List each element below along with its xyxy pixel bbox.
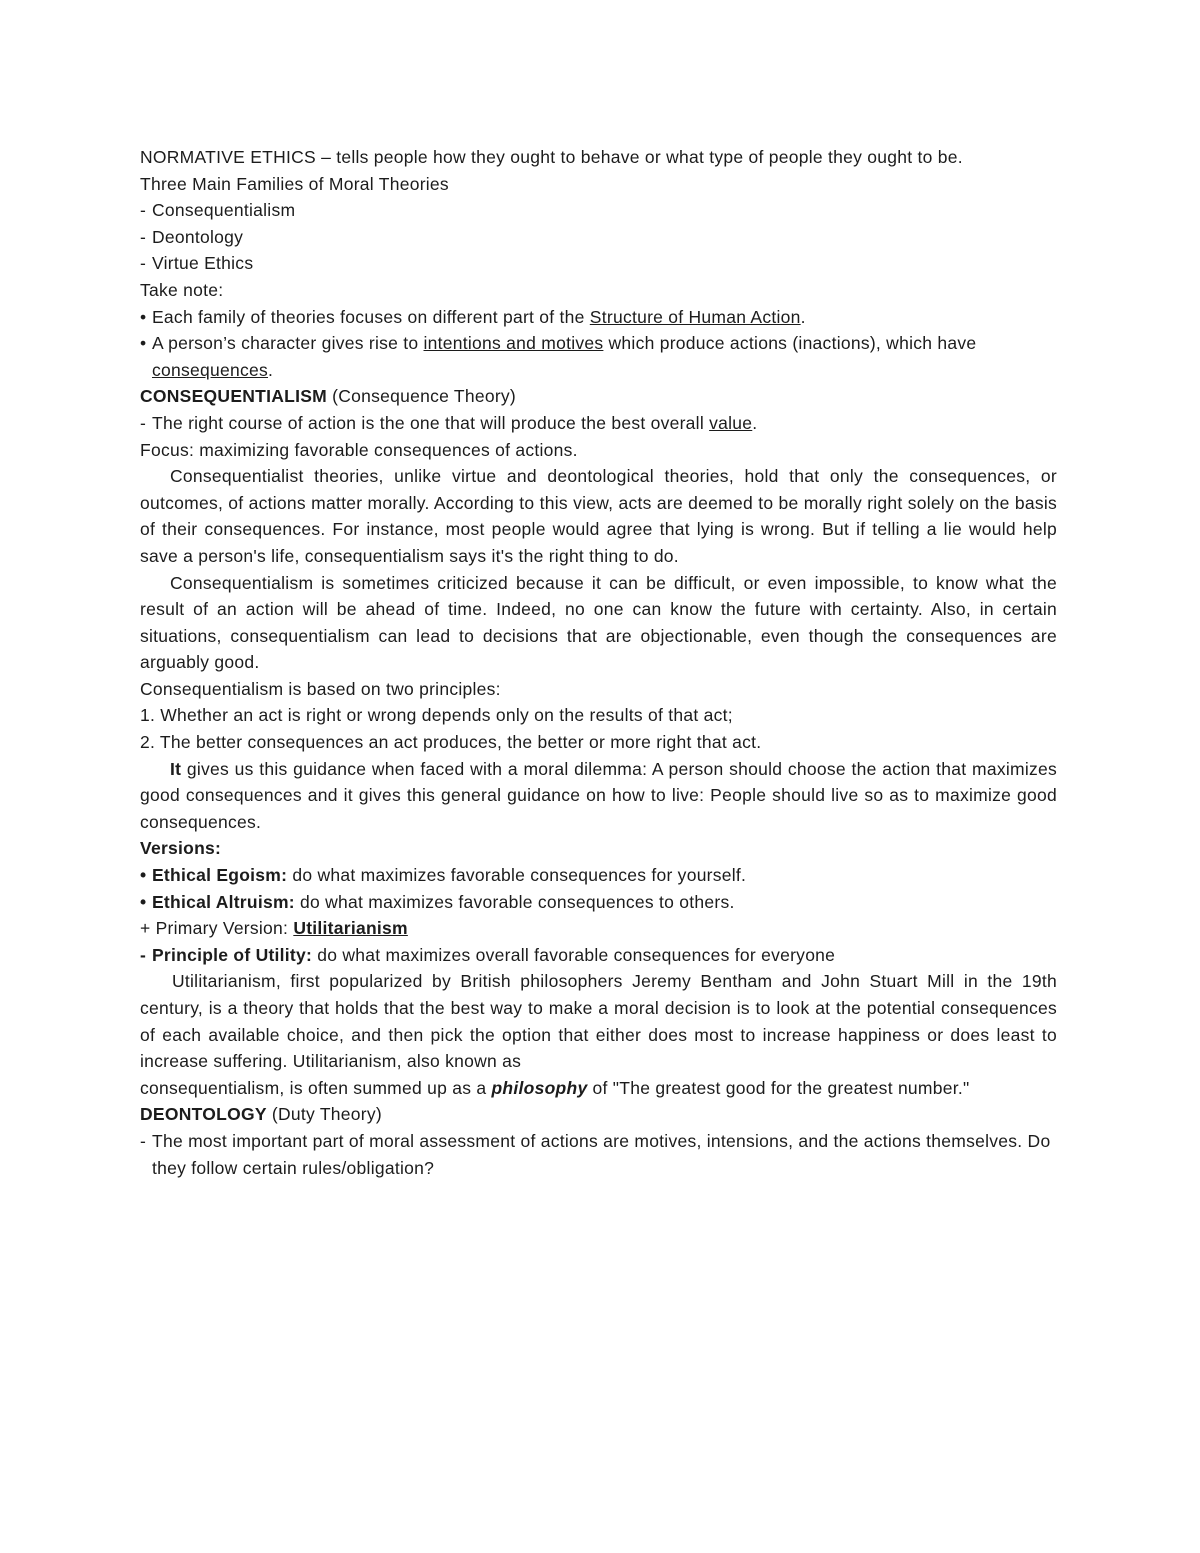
dash-marker: -	[140, 944, 147, 965]
principles-intro: Consequentialism is based on two principles:	[140, 678, 501, 699]
consequentialism-heading-block	[140, 383, 1057, 463]
primary-version-line: + Primary Version: Utilitarianism	[140, 918, 408, 939]
version-item-text: Ethical Egoism: do what maximizes favorable consequences for yourself.	[152, 865, 747, 886]
underlined-phrase: consequences	[152, 359, 269, 380]
underlined-phrase: value	[709, 412, 753, 433]
underlined-phrase: intentions and motives	[423, 333, 604, 354]
principle-2: 2. The better consequences an act produces, the better or more right that act.	[140, 732, 762, 753]
family-consequentialism: Consequentialism	[152, 200, 296, 221]
bullet-marker: •	[140, 891, 147, 912]
list-item	[140, 224, 1057, 251]
families-section	[140, 171, 1057, 277]
dash-marker: -	[140, 200, 147, 221]
list-item	[140, 250, 1057, 277]
principle-of-utility-text: Principle of Utility: do what maximizes overall favorable consequences for everyone	[152, 944, 836, 965]
deontology-section	[140, 1101, 1057, 1181]
take-note-item	[140, 304, 1057, 331]
paragraph: Consequentialist theories, unlike virtue and deontological theories, hold that only the consequences, or outcomes, of actions matter morally. According to this view, acts are deemed to be morally right solely on the basis of their consequences. For instance, most people would agree that lying is wrong. But if telling a lie would help save a person's life, consequentialism says it's the right thing to do.	[140, 466, 1057, 566]
bullet-marker: •	[140, 333, 147, 354]
family-virtue-ethics: Virtue Ethics	[152, 253, 254, 274]
bullet-marker: •	[140, 865, 147, 886]
focus-line: Focus: maximizing favorable consequences of actions.	[140, 439, 578, 460]
version-label: Ethical Egoism:	[152, 865, 288, 886]
take-note-section	[140, 277, 1057, 383]
dash-marker: -	[140, 412, 147, 433]
guidance-paragraph: It gives us this guidance when faced with a moral dilemma: A person should choose the action that maximizes good consequences and it gives this general guidance on how to live: People should live so as to maximize good consequences.	[140, 758, 1057, 832]
underlined-phrase: Structure of Human Action	[589, 306, 801, 327]
utilitarianism-term: Utilitarianism	[293, 918, 408, 939]
principle-of-utility-line	[140, 942, 1057, 969]
families-heading: Three Main Families of Moral Theories	[140, 173, 449, 194]
document-body	[140, 144, 1057, 1181]
take-note-item-text: A person’s character gives rise to intentions and motives which produce actions (inactions), which have consequences.	[152, 333, 977, 380]
utilitarianism-paragraph: Utilitarianism, first popularized by British philosophers Jeremy Bentham and John Stuart Mill in the 19th century, is a theory that holds that the best way to make a moral decision is to look at the potential consequences of each available choice, and then pick the option that either does most to increase happiness or does least to increase suffering. Utilitarianism, also known as consequentialism, is often summed up as a philosophy of "The greatest good for the greatest number."	[140, 971, 1057, 1098]
bullet-marker: •	[140, 306, 147, 327]
consequentialism-body	[140, 463, 1057, 835]
take-note-heading: Take note:	[140, 279, 224, 300]
take-note-item	[140, 330, 1057, 383]
take-note-item-text: Each family of theories focuses on different part of the Structure of Human Action.	[152, 306, 806, 327]
dash-marker: -	[140, 1130, 147, 1151]
title-line: NORMATIVE ETHICS – tells people how they ought to behave or what type of people they ought to be.	[140, 147, 963, 167]
version-label: Ethical Altruism:	[152, 891, 295, 912]
consequentialism-point-text: The right course of action is the one that will produce the best overall value.	[152, 412, 758, 433]
principle-label: Principle of Utility:	[152, 944, 313, 965]
paragraph: Consequentialism is sometimes criticized because it can be difficult, or even impossible, to know what the result of an action will be ahead of time. Indeed, no one can know the future with certainty. Also, in certain situations, consequentialism can lead to decisions that are objectionable, even though the consequences are arguably good.	[140, 572, 1057, 673]
versions-section	[140, 835, 1057, 968]
deontology-point	[140, 1128, 1057, 1181]
versions-heading: Versions:	[140, 838, 222, 859]
consequentialism-point	[140, 410, 1057, 437]
list-item	[140, 197, 1057, 224]
consequentialism-heading: CONSEQUENTIALISM (Consequence Theory)	[140, 386, 517, 407]
dash-marker: -	[140, 253, 147, 274]
philosophy-term: philosophy	[491, 1077, 588, 1098]
deontology-heading: DEONTOLOGY (Duty Theory)	[140, 1104, 382, 1125]
version-item	[140, 862, 1057, 889]
version-item	[140, 889, 1057, 916]
deontology-point-text: The most important part of moral assessment of actions are motives, intensions, and the actions themselves. Do they follow certain rules/obligation?	[152, 1130, 1051, 1178]
family-deontology: Deontology	[152, 226, 244, 247]
dash-marker: -	[140, 226, 147, 247]
version-item-text: Ethical Altruism: do what maximizes favorable consequences to others.	[152, 891, 735, 912]
principle-1: 1. Whether an act is right or wrong depends only on the results of that act;	[140, 705, 733, 726]
